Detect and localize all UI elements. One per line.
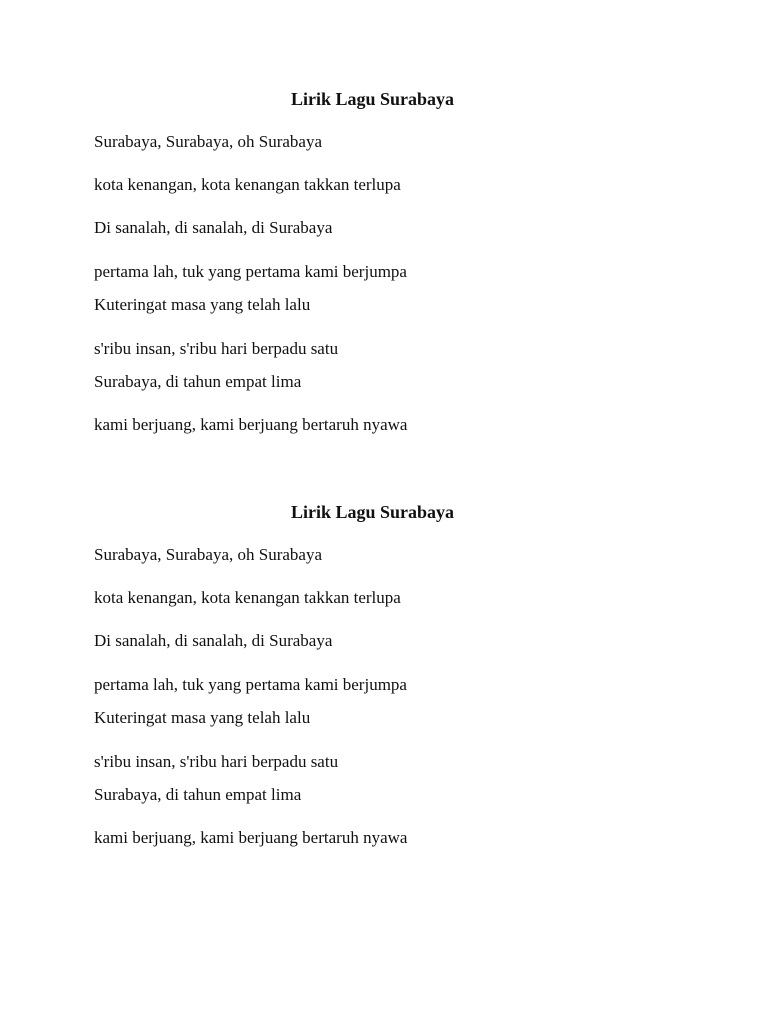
lyric-line: Surabaya, Surabaya, oh Surabaya <box>94 545 323 564</box>
lyric-line: pertama lah, tuk yang pertama kami berjumpa <box>94 675 407 694</box>
lyric-line: kami berjuang, kami berjuang bertaruh nyawa <box>94 828 408 847</box>
lyric-line: s'ribu insan, s'ribu hari berpadu satu <box>94 339 339 358</box>
lyric-line: Kuteringat masa yang telah lalu <box>94 295 311 314</box>
lyric-line: Kuteringat masa yang telah lalu <box>94 708 311 727</box>
section-title: Lirik Lagu Surabaya <box>291 502 455 522</box>
lyric-line: Surabaya, di tahun empat lima <box>94 372 302 391</box>
lyric-line: Di sanalah, di sanalah, di Surabaya <box>94 218 333 237</box>
lyric-line: Surabaya, di tahun empat lima <box>94 785 302 804</box>
lyric-line: kota kenangan, kota kenangan takkan terlupa <box>94 588 401 607</box>
lyric-line: kota kenangan, kota kenangan takkan terlupa <box>94 175 401 194</box>
lyric-line: Surabaya, Surabaya, oh Surabaya <box>94 132 323 151</box>
lyric-line: kami berjuang, kami berjuang bertaruh nyawa <box>94 415 408 434</box>
lyric-line: s'ribu insan, s'ribu hari berpadu satu <box>94 752 339 771</box>
section-title: Lirik Lagu Surabaya <box>291 89 455 109</box>
lyric-line: pertama lah, tuk yang pertama kami berjumpa <box>94 262 407 281</box>
lyric-line: Di sanalah, di sanalah, di Surabaya <box>94 631 333 650</box>
